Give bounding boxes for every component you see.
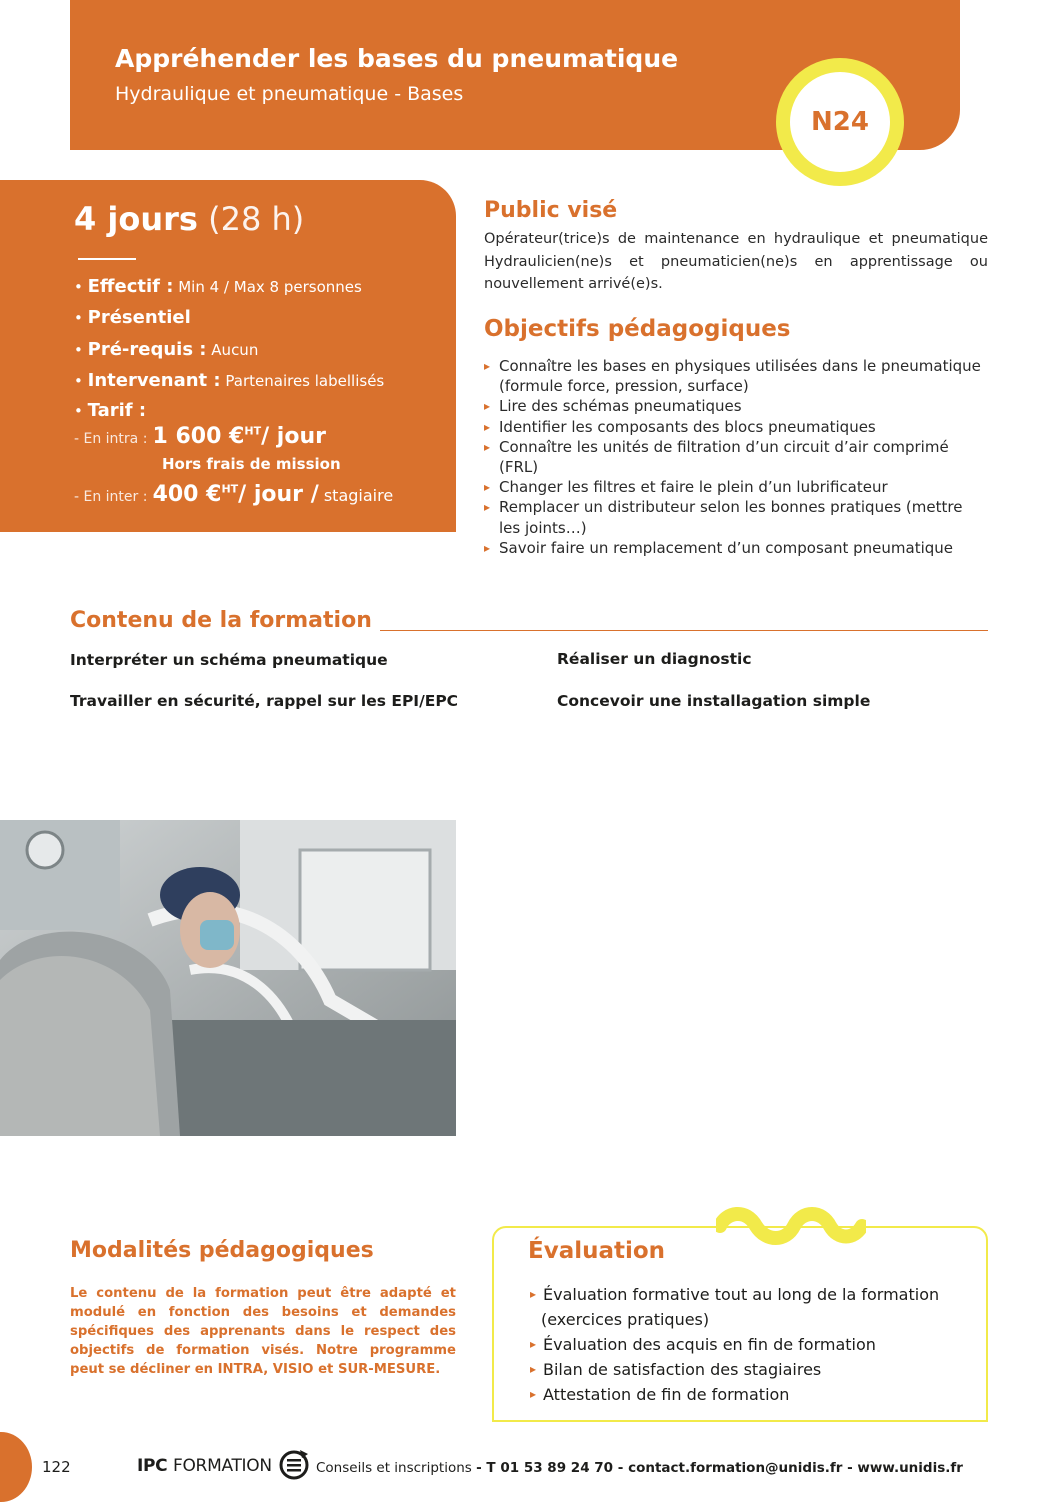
public-title: Public visé — [484, 198, 618, 223]
objectifs-title: Objectifs pédagogiques — [484, 316, 791, 342]
info-prerequis: • Pré-requis : Aucun — [74, 339, 259, 360]
duration-days: 4 jours — [74, 200, 198, 238]
training-photo — [0, 820, 456, 1136]
list-item: ▸ Bilan de satisfaction des stagiaires — [530, 1357, 970, 1382]
prerequis-value: Aucun — [211, 341, 259, 359]
list-item: ▸ Identifier les composants des blocs pneumatiques — [484, 417, 988, 437]
price-intra — [74, 424, 326, 449]
list-item: ▸ Connaître les bases en physiques utilisées dans le pneumatique (formule force, pression, surface) — [484, 356, 988, 396]
list-item: ▸ Connaître les unités de filtration d’un circuit d’air comprimé (FRL) — [484, 437, 988, 477]
contact-details: - T 01 53 89 24 70 - contact.formation@unidis.fr - www.unidis.fr — [476, 1460, 963, 1476]
prerequis-label: Pré-requis : — [87, 339, 207, 360]
ipc-logo-icon — [278, 1448, 310, 1482]
footer-brand — [137, 1456, 272, 1476]
list-item: ▸ Évaluation formative tout au long de la formation — [530, 1282, 970, 1307]
decorative-wave-icon — [716, 1206, 866, 1248]
intervenant-value: Partenaires labellisés — [225, 372, 385, 390]
inter-prefix: - En inter : — [74, 489, 148, 505]
contact-label: Conseils et inscriptions — [316, 1460, 472, 1476]
modalites-title: Modalités pédagogiques — [70, 1238, 374, 1263]
list-item: ▸ Changer les filtres et faire le plein d’un lubrificateur — [484, 477, 988, 497]
info-effectif: • Effectif : Min 4 / Max 8 personnes — [74, 276, 362, 297]
page-subtitle: Hydraulique et pneumatique - Bases — [115, 83, 464, 105]
effectif-value: Min 4 / Max 8 personnes — [178, 278, 362, 296]
page-number-tab — [0, 1432, 32, 1502]
page-number: 122 — [42, 1458, 71, 1476]
page-title: Appréhender les bases du pneumatique — [115, 44, 679, 73]
contenu-item: Concevoir une installagation simple — [557, 692, 871, 710]
list-item: ▸ Attestation de fin de formation — [530, 1382, 970, 1407]
list-item: ▸ Remplacer un distributeur selon les bonnes pratiques (mettre les joints…) — [484, 497, 988, 537]
contenu-item: Réaliser un diagnostic — [557, 650, 752, 668]
brand-light: FORMATION — [173, 1456, 272, 1476]
intra-prefix: - En intra : — [74, 431, 148, 447]
presentiel-label: Présentiel — [87, 307, 191, 328]
course-code: N24 — [811, 107, 869, 137]
inter-small: stagiaire — [323, 486, 394, 505]
intra-unit: / jour — [261, 424, 326, 449]
evaluation-list — [530, 1282, 970, 1407]
info-tarif: • Tarif : — [74, 400, 147, 421]
contenu-item: Interpréter un schéma pneumatique — [70, 651, 388, 669]
evaluation-title: Évaluation — [528, 1238, 666, 1264]
brand-bold: IPC — [137, 1456, 168, 1476]
modalites-text: Le contenu de la formation peut être adapté et modulé en fonction des besoins et demandes spécifiques des apprenants dans le respect des objectifs de formation visés. Notre programme peut se décliner en INTRA, VISIO et SUR-MESURE. — [70, 1286, 456, 1377]
info-presentiel: • Présentiel — [74, 307, 191, 328]
duration-divider — [78, 258, 136, 260]
contenu-item: Travailler en sécurité, rappel sur les EPI/EPC — [70, 692, 459, 710]
list-item: ▸ Évaluation des acquis en fin de formation — [530, 1332, 970, 1357]
intra-amount: 1 600 €$^{HT}$ — [152, 424, 262, 449]
effectif-label: Effectif : — [87, 276, 174, 297]
contenu-title: Contenu de la formation — [70, 608, 372, 633]
intra-note: Hors frais de mission — [162, 455, 341, 473]
footer-contact — [316, 1460, 963, 1476]
duration-hours: (28 h) — [208, 200, 305, 238]
course-code-badge — [776, 58, 904, 186]
duration — [74, 200, 304, 238]
contenu-divider — [380, 630, 988, 631]
info-intervenant: • Intervenant : Partenaires labellisés — [74, 370, 385, 391]
tarif-label: Tarif : — [87, 400, 147, 421]
public-text: Opérateur(trice)s de maintenance en hydraulique et pneumatique Hydraulicien(ne)s et pneumaticien(ne)s en apprentissage ou nouvellement arrivé(e)s. — [484, 231, 988, 292]
objectifs-list — [484, 356, 988, 558]
list-item: ▸ Savoir faire un remplacement d’un composant pneumatique — [484, 538, 988, 558]
inter-amount: 400 €$^{HT}$ — [152, 482, 239, 507]
price-inter — [74, 482, 393, 507]
list-item: (exercices pratiques) — [541, 1310, 710, 1329]
list-item: ▸ Lire des schémas pneumatiques — [484, 396, 988, 416]
intervenant-label: Intervenant : — [87, 370, 221, 391]
inter-unit: / jour / — [238, 482, 319, 507]
